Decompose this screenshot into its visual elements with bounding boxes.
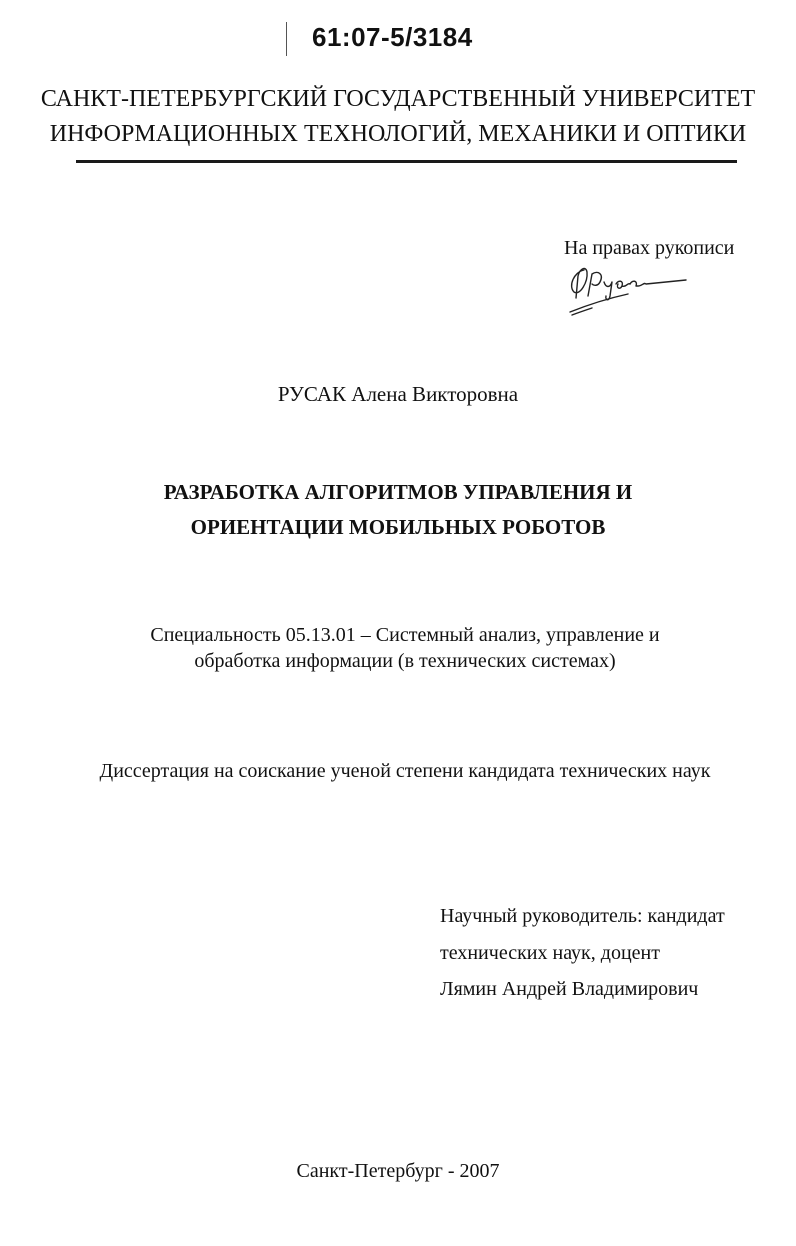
author-name: РУСАК Алена Викторовна xyxy=(277,382,519,406)
institution-line-2: ИНФОРМАЦИОННЫХ ТЕХНОЛОГИЙ, МЕХАНИКИ И ОПТИКИ xyxy=(49,121,747,147)
advisor-line-1: Научный руководитель: кандидат xyxy=(440,905,725,927)
institution-line-1: САНКТ-ПЕТЕРБУРГСКИЙ ГОСУДАРСТВЕННЫЙ УНИВЕРСИТЕТ xyxy=(40,86,756,112)
dissertation-title-line-2: ОРИЕНТАЦИИ МОБИЛЬНЫХ РОБОТОВ xyxy=(190,515,606,539)
degree-statement: Диссертация на соискание ученой степени кандидата технических наук xyxy=(99,760,711,782)
header-divider xyxy=(76,160,737,163)
specialty-line-2: обработка информации (в технических системах) xyxy=(194,650,616,672)
signature-icon xyxy=(560,252,700,320)
catalog-number: 61:07-5/3184 xyxy=(312,22,473,52)
advisor-line-3: Лямин Андрей Владимирович xyxy=(440,978,699,1000)
manuscript-rights: На правах рукописи xyxy=(564,237,735,259)
dissertation-title-line-1: РАЗРАБОТКА АЛГОРИТМОВ УПРАВЛЕНИЯ И xyxy=(163,480,633,504)
place-and-year: Санкт-Петербург - 2007 xyxy=(296,1160,500,1182)
stamp-mark xyxy=(286,22,291,56)
specialty-line-1: Специальность 05.13.01 – Системный анализ, управление и xyxy=(150,624,660,646)
advisor-line-2: технических наук, доцент xyxy=(440,942,660,964)
